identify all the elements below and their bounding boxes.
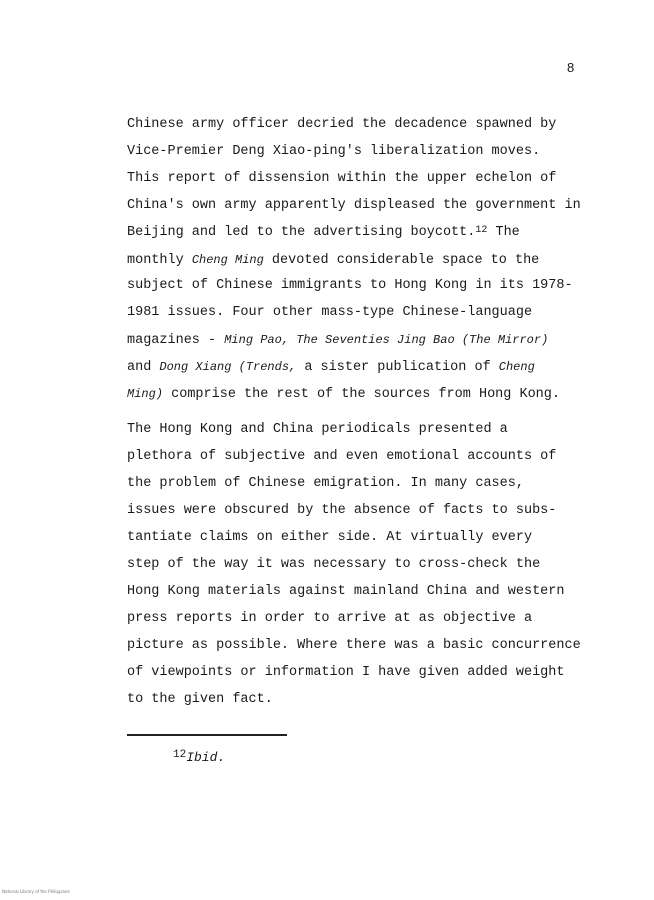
line-text: tantiate claims on either side. At virtually every: [127, 530, 533, 545]
body-line: [127, 304, 532, 322]
line-text: This report of dissension within the upper echelon of: [127, 171, 557, 186]
line-text: of viewpoints or information I have given added weight: [127, 665, 565, 680]
body-line: [127, 529, 532, 547]
footnote-number: 12: [173, 749, 187, 761]
page-number: 8: [567, 60, 575, 75]
body-line: [127, 637, 581, 655]
body-line: [127, 197, 581, 215]
body-line: [127, 691, 273, 709]
line-text: monthly: [127, 253, 192, 268]
body-line: [127, 583, 564, 601]
line-text: magazines -: [127, 333, 225, 348]
footnote-divider: [127, 734, 287, 736]
footnote-ref: 12: [475, 225, 488, 236]
body-line: [127, 116, 556, 134]
body-line: [127, 664, 564, 682]
footnote-text: Ibid.: [186, 750, 226, 765]
body-line: [127, 475, 524, 493]
line-text: the problem of Chinese emigration. In many cases,: [127, 476, 524, 491]
body-line: [127, 358, 535, 377]
italic-title: Dong Xiang (Trends,: [159, 360, 297, 374]
italic-title: Ming Pao, The Seventies Jing Bao (The Mirror): [224, 333, 549, 347]
footnote: [173, 750, 225, 765]
body-line: [127, 251, 539, 270]
line-text: press reports in order to arrive at as objective a: [127, 611, 533, 626]
italic-title: Cheng Ming: [191, 253, 264, 267]
line-text: comprise the rest of the sources from Hong Kong.: [163, 387, 560, 402]
body-line: [127, 421, 508, 439]
body-line: [127, 556, 540, 574]
body-line: [127, 502, 556, 520]
body-line: [127, 277, 573, 295]
microfilm-credit: National Library of the Philippines: [2, 889, 70, 894]
body-line: [127, 385, 560, 404]
line-text: picture as possible. Where there was a basic concurrence: [127, 638, 581, 653]
line-text: devoted considerable space to the: [263, 253, 540, 268]
line-text: subject of Chinese immigrants to Hong Kong in its 1978-: [127, 278, 573, 293]
line-text: plethora of subjective and even emotional accounts of: [127, 449, 557, 464]
line-text: Hong Kong materials against mainland China and western: [127, 584, 565, 599]
body-line: [127, 331, 548, 350]
line-text: step of the way it was necessary to cross-check the: [127, 557, 541, 572]
line-text: to the given fact.: [127, 692, 273, 707]
body-line: [127, 224, 520, 242]
italic-title: Ming): [127, 387, 164, 401]
body-line: [127, 170, 556, 188]
line-text: issues were obscured by the absence of facts to subs-: [127, 503, 557, 518]
line-text: Vice-Premier Deng Xiao-ping's liberalization moves.: [127, 144, 541, 159]
line-text: China's own army apparently displeased the government in: [127, 198, 581, 213]
body-line: [127, 143, 540, 161]
line-text: Beijing and led to the advertising boycott.: [127, 225, 476, 240]
line-text: 1981 issues. Four other mass-type Chinese-language: [127, 305, 533, 320]
italic-title: Cheng: [498, 360, 535, 374]
line-text: Chinese army officer decried the decadence spawned by: [127, 117, 557, 132]
line-text: The: [487, 225, 520, 240]
body-line: [127, 448, 556, 466]
line-text: The Hong Kong and China periodicals presented a: [127, 422, 508, 437]
body-line: [127, 610, 532, 628]
line-text: and: [127, 360, 160, 375]
line-text: a sister publication of: [296, 360, 499, 375]
